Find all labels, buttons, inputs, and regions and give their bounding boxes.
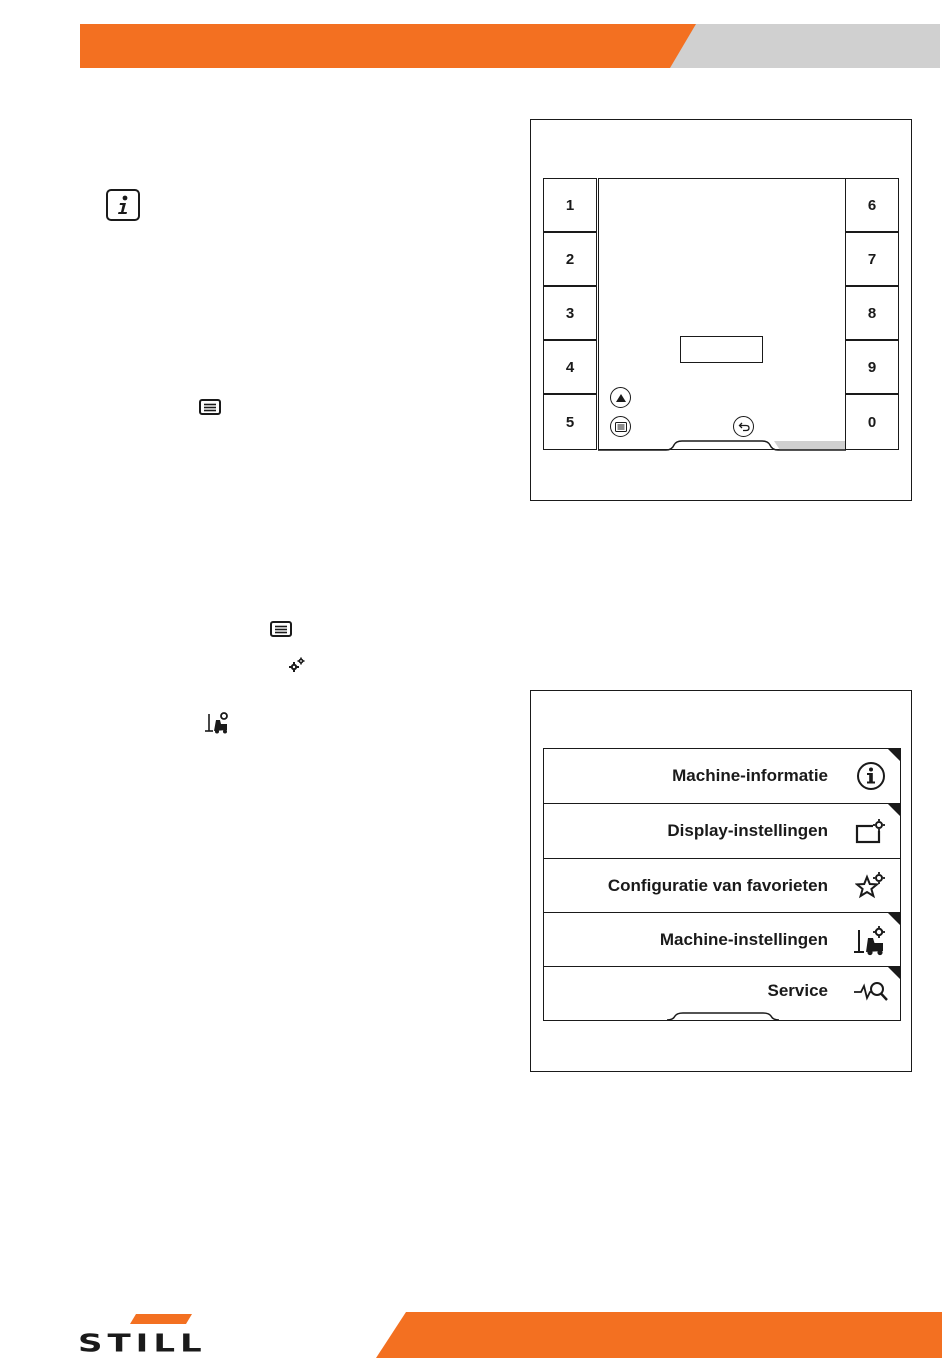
info-circle-icon — [854, 759, 888, 793]
keypad-key-2[interactable]: 2 — [543, 232, 597, 286]
submenu-indicator — [888, 804, 900, 816]
keypad-key-4[interactable]: 4 — [543, 340, 597, 394]
menu-item-machine-settings[interactable] — [544, 913, 900, 967]
menu-item-label: Service — [767, 981, 828, 1001]
up-arrow-icon — [615, 393, 627, 403]
back-button[interactable] — [733, 416, 754, 437]
menu-icon — [615, 422, 627, 432]
keypad-key-9[interactable]: 9 — [845, 340, 899, 394]
keypad-key-3[interactable]: 3 — [543, 286, 597, 340]
submenu-indicator — [888, 749, 900, 761]
keypad-tab-notch — [598, 437, 846, 451]
menu-tab-notch — [543, 1010, 901, 1024]
display-settings-icon — [854, 814, 888, 848]
submenu-indicator — [888, 967, 900, 979]
pin-entry-field[interactable] — [680, 336, 763, 363]
up-arrow-button[interactable] — [610, 387, 631, 408]
service-diagnostics-icon — [854, 975, 888, 1009]
logo-text: STILL — [78, 1329, 207, 1358]
menu-item-favourites-configuration[interactable] — [544, 859, 900, 913]
keypad-key-6[interactable]: 6 — [845, 178, 899, 232]
menu-item-label: Machine-informatie — [672, 766, 828, 785]
keypad-key-8[interactable]: 8 — [845, 286, 899, 340]
menu-item-label: Display-instellingen — [667, 821, 828, 840]
menu-item-machine-information[interactable] — [544, 749, 900, 804]
keypad-key-0[interactable]: 0 — [845, 394, 899, 450]
submenu-indicator — [888, 913, 900, 925]
settings-menu-list — [543, 748, 901, 1021]
menu-button[interactable] — [610, 416, 631, 437]
gear-icon — [288, 656, 306, 674]
header-grey-band — [670, 24, 940, 68]
footer-band — [376, 1312, 942, 1358]
keypad-key-1[interactable]: 1 — [543, 178, 597, 232]
menu-item-label: Machine-instellingen — [659, 929, 828, 949]
menu-key-icon — [199, 399, 221, 415]
info-note-icon — [106, 189, 140, 221]
keypad-key-7[interactable]: 7 — [845, 232, 899, 286]
star-settings-icon — [854, 869, 888, 903]
back-arrow-icon — [738, 421, 750, 432]
truck-settings-icon — [854, 923, 888, 957]
menu-key-icon — [270, 621, 292, 637]
truck-settings-icon — [205, 710, 231, 734]
menu-item-display-settings[interactable] — [544, 804, 900, 859]
keypad-screen — [598, 178, 846, 450]
still-logo — [78, 1314, 238, 1360]
menu-item-label: Configuratie van favorieten — [607, 875, 828, 895]
keypad-key-5[interactable]: 5 — [543, 394, 597, 450]
